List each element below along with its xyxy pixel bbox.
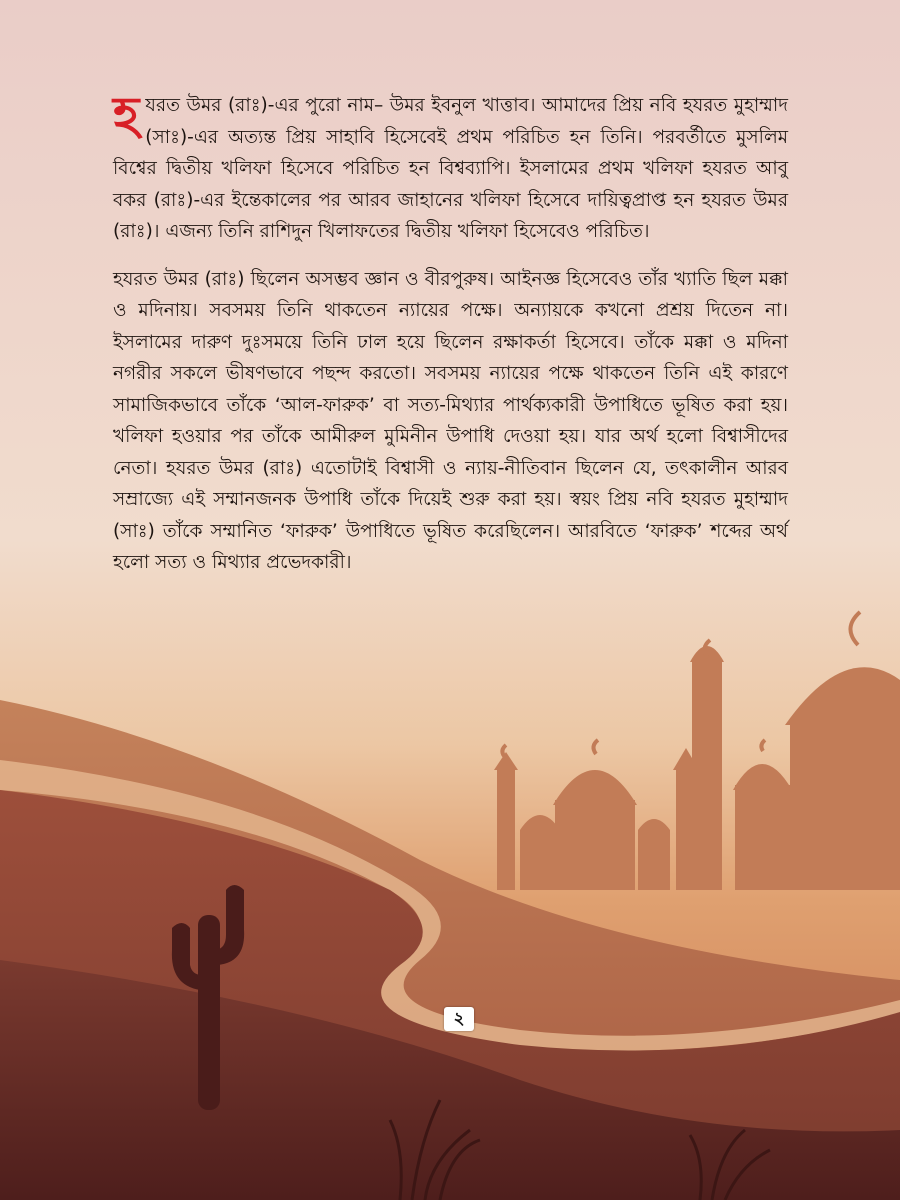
drop-cap-letter: হ	[113, 85, 140, 144]
paragraph-biography	[113, 264, 788, 579]
paragraph-biography-text: হযরত উমর (রাঃ) ছিলেন অসম্ভব জ্ঞান ও বীরপুরুষ। আইনজ্ঞ হিসেবেও তাঁর খ্যাতি ছিল মক্কা ও মদিনায়। সবসময় তিনি থাকতেন ন্যায়ের পক্ষে। অন্যায়কে কখনো প্রশ্রয় দিতেন না। ইসলামের দারুণ দুঃসময়ে তিনি ঢাল হয়ে ছিলেন রক্ষাকর্তা হিসেবে। তাঁকে মক্কা ও মদিনা নগরীর সকলে ভীষণভাবে পছন্দ করতো। সবসময় ন্যায়ের পক্ষে থাকতেন তিনি এই কারণে সামাজিকভাবে তাঁকে ‘আল-ফারুক’ বা সত্য-মিথ্যার পার্থক্যকারী উপাধিতে ভূষিত করা হয়। খলিফা হওয়ার পর তাঁকে আমীরুল মুমিনীন উপাধি দেওয়া হয়। যার অর্থ হলো বিশ্বাসীদের নেতা। হযরত উমর (রাঃ) এতোটাই বিশ্বাসী ও ন্যায়-নীতিবান ছিলেন যে, তৎকালীন আরব সম্রাজ্যে এই সম্মানজনক উপাধি তাঁকে দিয়েই শুরু করা হয়। স্বয়ং প্রিয় নবি হযরত মুহাম্মাদ (সাঃ) তাঁকে সম্মানিত ‘ফারুক’ উপাধিতে ভূষিত করেছিলেন। আরবিতে ‘ফারুক’ শব্দের অর্থ হলো সত্য ও মিথ্যার প্রভেদকারী।	[113, 268, 788, 573]
paragraph-intro	[113, 85, 788, 248]
article-text	[113, 85, 788, 595]
page-number: ২	[444, 1007, 474, 1031]
paragraph-intro-text: যরত উমর (রাঃ)-এর পুরো নাম– উমর ইবনুল খাত্তাব। আমাদের প্রিয় নবি হযরত মুহাম্মাদ (সাঃ)-এর অত্যন্ত প্রিয় সাহাবি হিসেবেই প্রথম পরিচিত হন তিনি। পরবর্তীতে মুসলিম বিশ্বের দ্বিতীয় খলিফা হিসেবে পরিচিত হন বিশ্বব্যাপি। ইসলামের প্রথম খলিফা হযরত আবু বকর (রাঃ)-এর ইন্তেকালের পর আরব জাহানের খলিফা হিসেবে দায়িত্বপ্রাপ্ত হন হযরত উমর (রাঃ)। এজন্য তিনি রাশিদুন খিলাফতের দ্বিতীয় খলিফা হিসেবেও পরিচিত।	[113, 95, 788, 242]
